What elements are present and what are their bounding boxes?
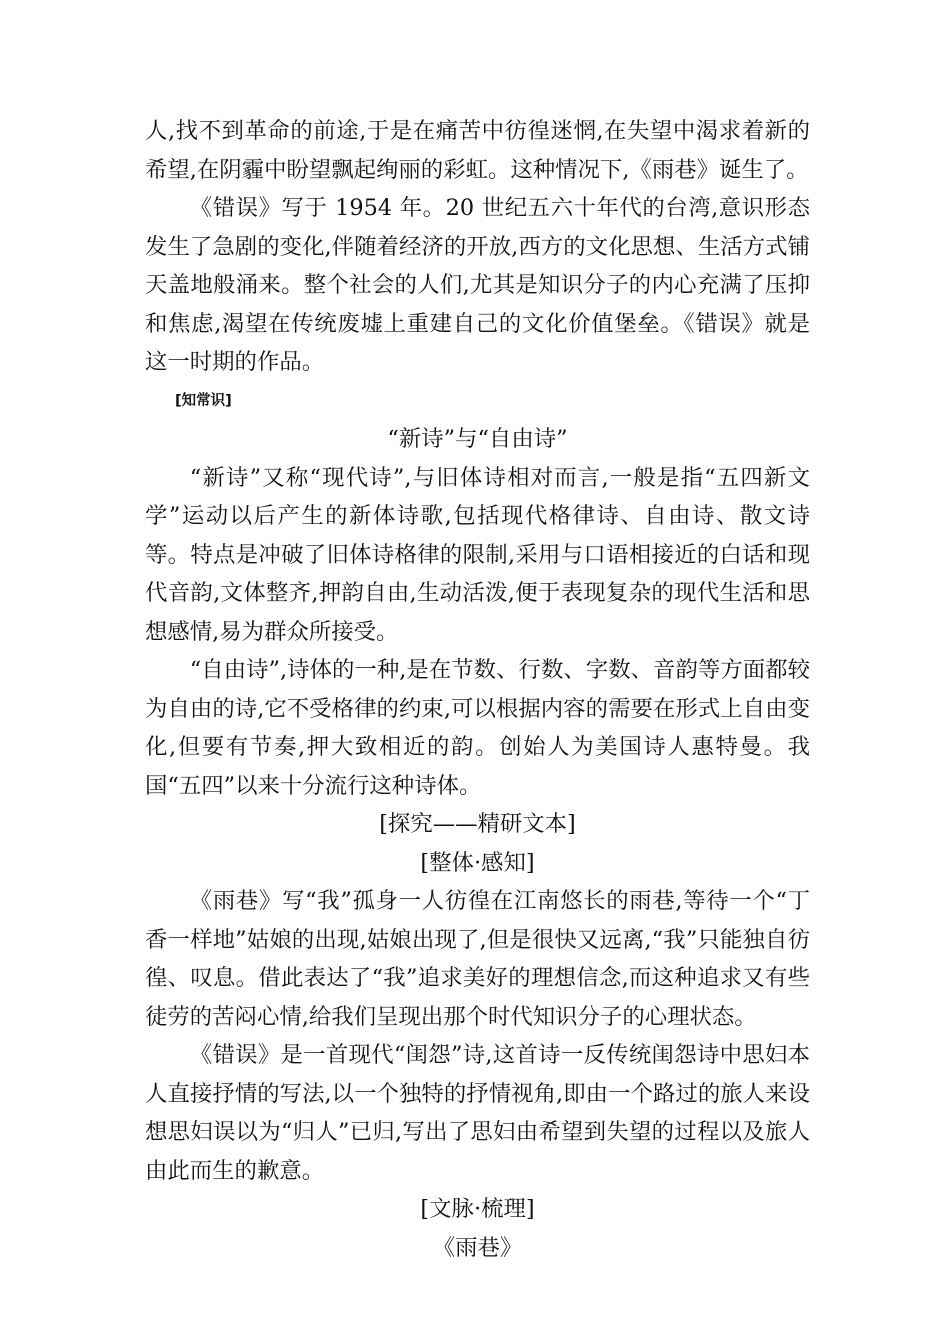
paragraph-yuxiang-background: 人,找不到革命的前途,于是在痛苦中彷徨迷惘,在失望中渴求着新的希望,在阴霾中盼望飘起绚丽的彩虹。这种情况下,《雨巷》诞生了。: [145, 118, 810, 183]
paragraph-new-poetry: “新诗”又称“现代诗”,与旧体诗相对而言,一般是指“五四新文学”运动以后产生的新体诗歌,包括现代格律诗、自由诗、散文诗等。特点是冲破了旧体诗格律的限制,采用与口语相接近的白话和现代音韵,文体整齐,押韵自由,生动活泼,便于表现复杂的现代生活和思想感情,易为群众所接受。: [145, 464, 810, 645]
heading-explore-text: [探究——精研文本]: [379, 811, 576, 837]
paragraph-yuxiang-summary: 《雨巷》写“我”孤身一人彷徨在江南悠长的雨巷,等待一个“丁香一样地”姑娘的出现,姑娘出现了,但是很快又远离,“我”只能独自彷徨、叹息。借此表达了“我”追求美好的理想信念,而这种追求又有些徒劳的苦闷心情,给我们呈现出那个时代知识分子的心理状态。: [145, 888, 810, 1030]
paragraph-cuowu-summary: 《错误》是一首现代“闺怨”诗,这首诗一反传统闺怨诗中思妇本人直接抒情的写法,以一个独特的抒情视角,即由一个路过的旅人来设想思妇误以为“归人”已归,写出了思妇由希望到失望的过程以及旅人由此而生的歉意。: [145, 1042, 810, 1184]
knowledge-tag: [知常识]: [175, 392, 232, 409]
paragraph-cuowu-background: 《错误》写于 1954 年。20 世纪五六十年代的台湾,意识形态发生了急剧的变化,伴随着经济的开放,西方的文化思想、生活方式铺天盖地般涌来。整个社会的人们,尤其是知识分子的内心充满了压抑和焦虑,渴望在传统废墟上重建自己的文化价值堡垒。《错误》就是这一时期的作品。: [145, 195, 810, 375]
heading-new-poetry: “新诗”与“自由诗”: [387, 426, 568, 452]
paragraph-free-verse: “自由诗”,诗体的一种,是在节数、行数、字数、音韵等方面都较为自由的诗,它不受格律的约束,可以根据内容的需要在形式上自由变化,但要有节奏,押大致相近的韵。创始人为美国诗人惠特曼。我国“五四”以来十分流行这种诗体。: [145, 657, 810, 799]
document-page: [145, 112, 810, 1267]
heading-yuxiang-title: 《雨巷》: [432, 1234, 523, 1261]
heading-context-outline: [文脉·梳理]: [420, 1196, 535, 1222]
heading-overall-perception: [整体·感知]: [420, 849, 535, 876]
